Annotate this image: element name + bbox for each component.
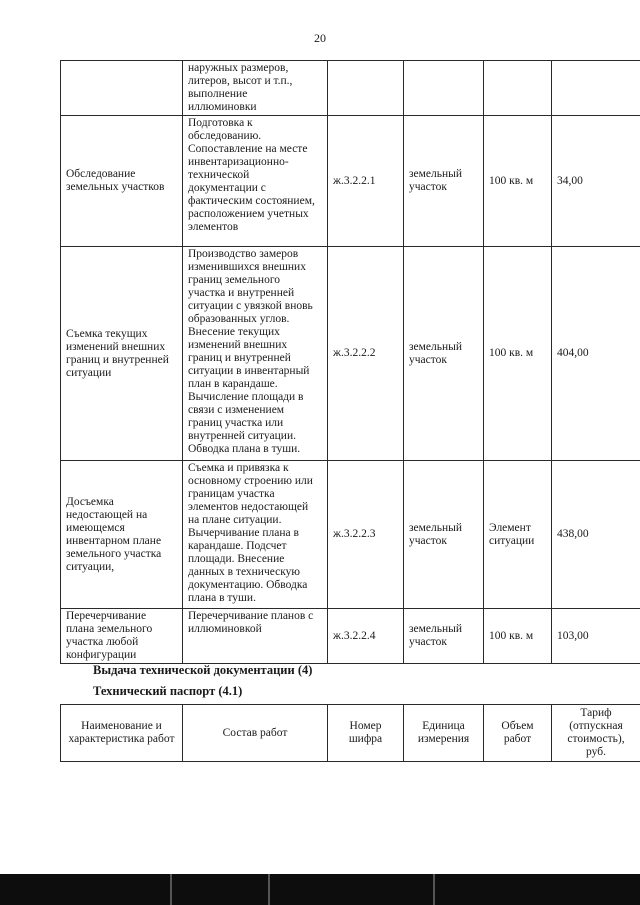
tariff-cell: 34,00	[552, 116, 640, 247]
passport-table-header	[60, 704, 640, 762]
table-row	[61, 461, 640, 609]
work-name-cell	[61, 61, 183, 116]
cipher-code-cell	[328, 61, 404, 116]
table-row	[61, 247, 640, 461]
cipher-code-cell: ж.3.2.2.1	[328, 116, 404, 247]
page-number: 20	[314, 31, 326, 45]
tariff-cell	[552, 61, 640, 116]
cipher-code-cell: ж.3.2.2.2	[328, 247, 404, 461]
unit-cell: земельный участок	[404, 461, 484, 609]
cipher-code-cell: ж.3.2.2.4	[328, 609, 404, 664]
unit-cell: земельный участок	[404, 116, 484, 247]
table-row	[61, 116, 640, 247]
cipher-code-cell: ж.3.2.2.3	[328, 461, 404, 609]
work-composition-cell: Съемка и привязка к основному строению или границам участка элементов недостающей на плане ситуации. Вычерчивание плана в карандаше. Подсчет площади. Внесение данных в техническую документацию. Обводка плана в туши.	[183, 461, 328, 609]
scan-footer-gap	[268, 874, 270, 905]
column-header-unit: Единица измерения	[404, 705, 484, 762]
column-header-name: Наименование и характеристика работ	[61, 705, 183, 762]
volume-cell: 100 кв. м	[484, 609, 552, 664]
work-composition-cell: наружных размеров, литеров, высот и т.п., выполнение иллюминовки	[183, 61, 328, 116]
tariff-cell: 404,00	[552, 247, 640, 461]
unit-cell: земельный участок	[404, 609, 484, 664]
unit-cell: земельный участок	[404, 247, 484, 461]
table-header-row	[61, 705, 640, 762]
unit-cell	[404, 61, 484, 116]
work-name-cell: Обследование земельных участков	[61, 116, 183, 247]
tariff-cell: 438,00	[552, 461, 640, 609]
work-composition-cell: Перечерчивание планов с иллюминовкой	[183, 609, 328, 664]
volume-cell: 100 кв. м	[484, 116, 552, 247]
work-composition-cell: Подготовка к обследованию. Сопоставление на месте инвентаризационно- технической документации с фактическим состоянием, расположением учетных элементов	[183, 116, 328, 247]
work-name-cell: Досъемка недостающей на имеющемся инвентарном плане земельного участка ситуации,	[61, 461, 183, 609]
scan-footer-gap	[433, 874, 435, 905]
volume-cell: Элемент ситуации	[484, 461, 552, 609]
section-heading-issue: Выдача технической документации (4)	[93, 663, 313, 677]
scan-footer-band	[0, 874, 640, 905]
scan-footer-gap	[170, 874, 172, 905]
section-heading-passport: Технический паспорт (4.1)	[93, 684, 243, 698]
table-row	[61, 609, 640, 664]
volume-cell	[484, 61, 552, 116]
work-name-cell: Съемка текущих изменений внешних границ и внутренней ситуации	[61, 247, 183, 461]
column-header-volume: Объем работ	[484, 705, 552, 762]
volume-cell: 100 кв. м	[484, 247, 552, 461]
column-header-tariff: Тариф (отпускная стоимость), руб.	[552, 705, 640, 762]
column-header-work: Состав работ	[183, 705, 328, 762]
work-name-cell: Перечерчивание плана земельного участка любой конфигурации	[61, 609, 183, 664]
tariff-cell: 103,00	[552, 609, 640, 664]
tariff-table	[60, 60, 640, 664]
column-header-code: Номер шифра	[328, 705, 404, 762]
table-row	[61, 61, 640, 116]
work-composition-cell: Производство замеров изменившихся внешних границ земельного участка и внутренней ситуации с увязкой вновь образованных углов. Внесение текущих изменений внешних границ и внутренней ситуации в инвентарный план в карандаше. Вычисление площади в связи с изменением границ участка или внутренней ситуации. Обводка плана в туши.	[183, 247, 328, 461]
